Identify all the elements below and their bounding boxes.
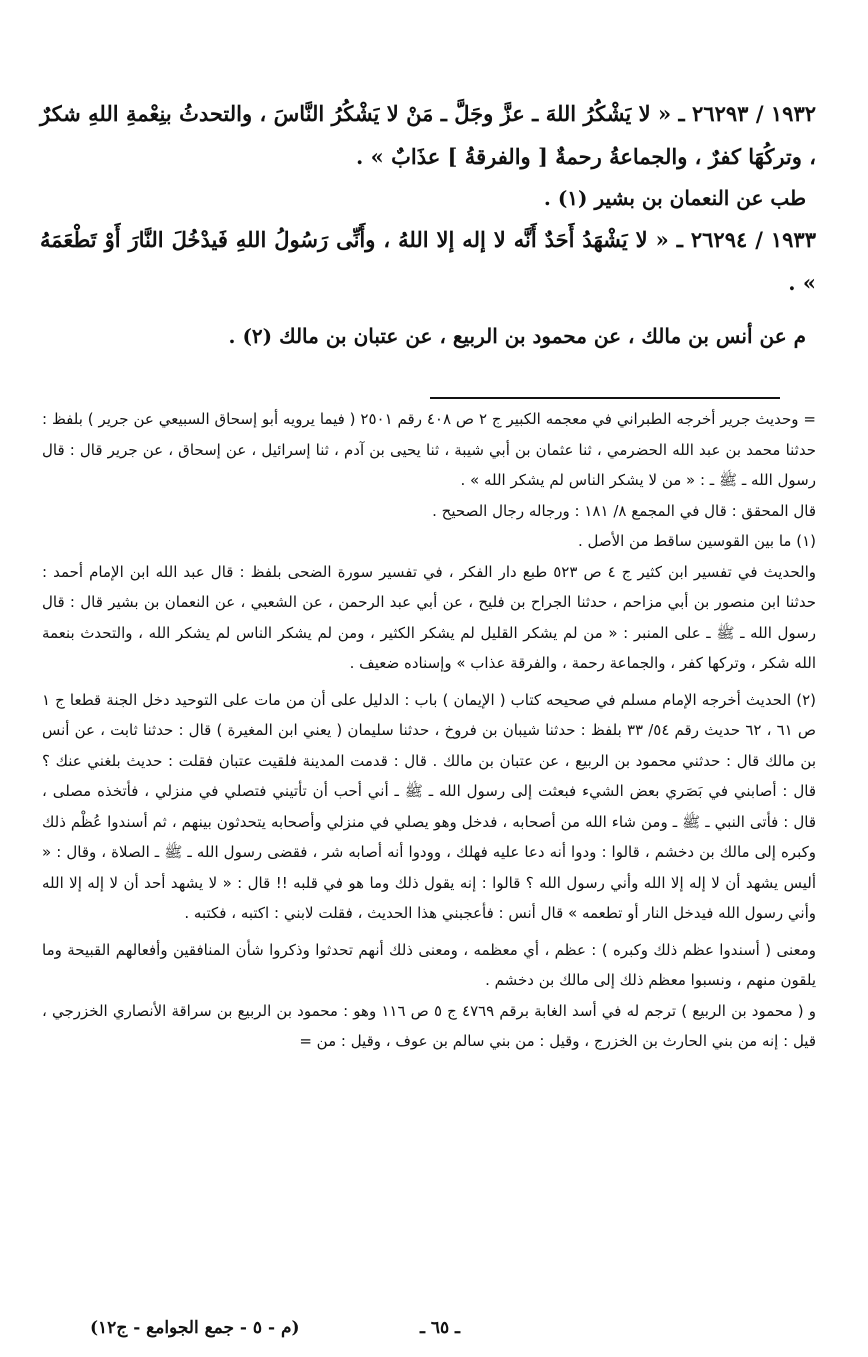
footnote-2-body: (٢) الحديث أخرجه الإمام مسلم في صحيحه كتاب ( الإيمان ) باب : الدليل على أن من مات على التوحيد دخل الجنة قطعا ج ١ ص ٦١ ، ٦٢ حديث رقم ٥٤/ ٣٣ بلفظ : حدثنا شيبان بن فروخ ، حدثنا سليمان ( يعني ابن المغيرة ) قال : حدثنا ثابت ، عن أنس بن مالك قال : حدثني محمود بن الربيع ، عن عتبان بن مالك . قال : قدمت المدينة فلقيت عتبان فقلت : حديث بلغني عنك ؟ قال : أصابني في بَصَري بعض الشيء فبعثت إلى رسول الله ـ ﷺ ـ أني أحب أن تأتيني فتصلي في منزلي ، فأتخذه مصلى ، قال : فأتى النبي ـ ﷺ ـ ومن شاء الله من أصحابه ، فدخل وهو يصلي في منزلي وأصحابه يتحدثون بينهم ، ثم أسندوا عُظْم ذلك وكبره إلى مالك بن دخشم ، قالوا : ودوا أنه دعا عليه فهلك ، وودوا أنه أصابه شر ، فقضى رسول الله ـ ﷺ ـ الصلاة ، وقال : « أليس يشهد أن لا إله إلا الله وأني رسول الله ؟ قالوا : إنه يقول ذلك وما هو في قلبه !! قال : « لا يشهد أحد أن لا إله إلا الله وأني رسول الله فيدخل النار أو تطعمه » قال أنس : فأعجبني هذا الحديث ، فقلت لابني : اكتبه ، فكتبه . <box>42 690 816 922</box>
hadith-1932: ١٩٣٢ / ٢٦٢٩٣ ـ « لا يَشْكُرُ اللهَ ـ عزَّ وجَلَّ ـ مَنْ لا يَشْكُرُ النَّاسَ ، والتحدثُ بنِعْمةِ اللهِ شكرٌ ، وتركُهَا كفرٌ ، والجماعةُ رحمةٌ [ والفرقةُ ] عذَابٌ » . <box>40 101 817 169</box>
footnote-continuation: = وحديث جرير أخرجه الطبراني في معجمه الكبير ج ٢ ص ٤٠٨ رقم ٢٥٠١ ( فيما يرويه أبو إسحاق السبيعي عن جرير ) بلفظ : حدثنا محمد بن عبد الله الحضرمي ، ثنا عثمان بن أبي شيبة ، ثنا يحيى بن آدم ، ثنا إسرائيل ، عن إسحاق ، عن جرير قال : قال رسول الله ـ ﷺ ـ : « من لا يشكر الناس لم يشكر الله » . <box>42 410 816 489</box>
footnotes <box>42 404 816 1057</box>
page-footer <box>40 1318 808 1348</box>
footnote-1-body: والحديث في تفسير ابن كثير ج ٤ ص ٥٢٣ طبع دار الفكر ، في تفسير سورة الضحى بلفظ : قال عبد الله ابن الإمام أحمد : حدثنا ابن منصور بن أبي مزاحم ، حدثنا الجراح بن فليح ، عن أبي عبد الرحمن ، عن الشعبي ، عن النعمان بن بشير قال : قال رسول الله ـ ﷺ ـ على المنبر : « من لم يشكر القليل لم يشكر الكثير ، ومن لم يشكر الناس لم يشكر الله ، والتحدث بنعمة الله شكر ، وتركها كفر ، والجماعة رحمة ، والفرقة عذاب » وإسناده ضعيف . <box>42 562 816 672</box>
page-number: ـ ٦٥ ـ <box>419 1318 461 1338</box>
footnote-continuation-note: قال المحقق : قال في المجمع ٨/ ١٨١ : ورجاله رجال الصحيح . <box>432 501 816 520</box>
main-text <box>40 92 816 356</box>
footnote-1-heading: (١) ما بين القوسين ساقط من الأصل . <box>577 532 816 550</box>
hadith-1933: ١٩٣٣ / ٢٦٢٩٤ ـ « لا يَشْهَدُ أَحَدٌ أَنَّه لا إله إلا اللهُ ، وأَنِّى رَسُولُ اللهِ فَيدْخُلَ النَّارَ أَوْ تَطْعَمَهُ » . <box>40 227 816 295</box>
hadith-1932-source: طب عن النعمان بن بشير (١) . <box>543 186 806 210</box>
hadith-1933-source: م عن أنس بن مالك ، عن محمود بن الربيع ، عن عتبان بن مالك (٢) . <box>228 324 806 348</box>
footnote-separator <box>430 397 780 399</box>
printer-signature: (م - ٥ - جمع الجوامع - ج١٢) <box>90 1318 300 1338</box>
footnote-2-meaning: ومعنى ( أسندوا عظم ذلك وكبره ) : عظم ، أي معظمه ، ومعنى ذلك أنهم تحدثوا وذكروا شأن المنافقين وأفعالهم القبيحة وما يلقون منهم ، ونسبوا معظم ذلك إلى مالك بن دخشم . <box>42 940 816 989</box>
footnote-2-biography: و ( محمود بن الربيع ) ترجم له في أسد الغابة برقم ٤٧٦٩ ج ٥ ص ١١٦ وهو : محمود بن الربيع بن سراقة الأنصاري الخزرجي ، قيل : إنه من بني الحارث بن الخزرج ، وقيل : من بني سالم بن عوف ، وقيل : من = <box>42 1001 817 1050</box>
